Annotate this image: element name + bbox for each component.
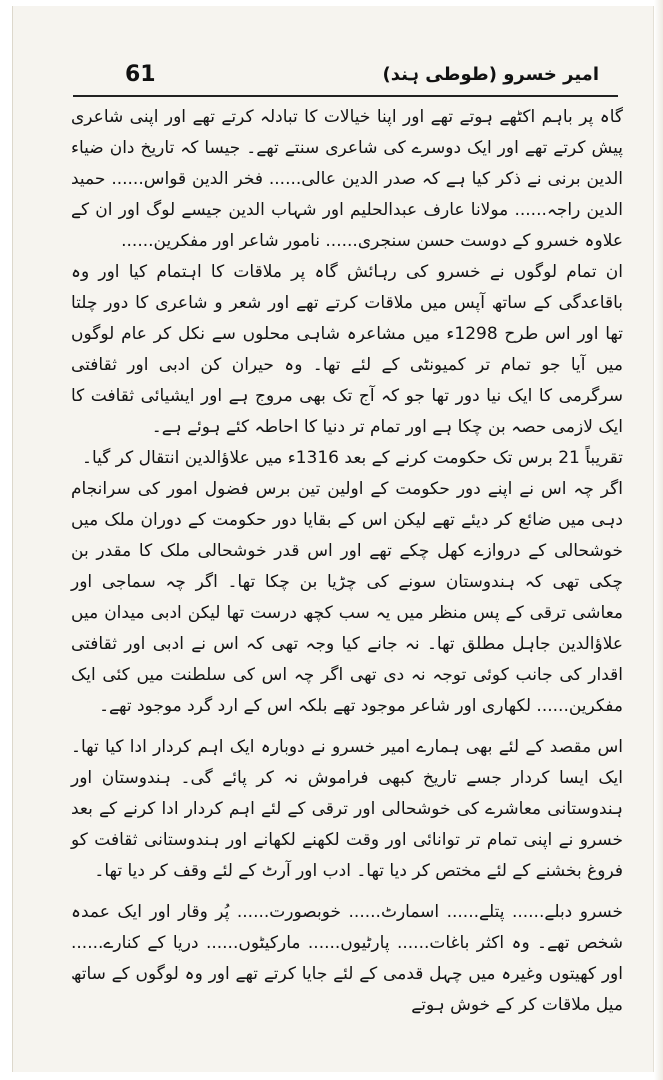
page-number: 61: [125, 62, 156, 87]
paragraph: ان تمام لوگوں نے خسرو کی رہائش گاہ پر ملاقات کا اہتمام کیا اور وہ باقاعدگی کے ساتھ آپس میں ملاقات کرتے تھے اور شعر و شاعری کا دور چلتا تھا اور اس طرح 1298ء میں مشاعرہ شاہی محلوں سے نکل کر عام لوگوں میں آیا جو تمام تر کمیونٹی کے لئے تھا۔ وہ حیران کن ادبی اور ثقافتی سرگرمی کا ایک نیا دور تھا جو کہ آج تک بھی مروج ہے اور ایشیائی ثقافت کا ایک لازمی حصہ بن چکا ہے اور تمام تر دنیا کا احاطہ کئے ہوئے ہے۔: [71, 262, 623, 437]
running-header-title: امیر خسرو (طوطی ہند): [382, 64, 599, 85]
paragraph: خسرو دبلے...... پتلے...... اسمارٹ...... خوبصورت...... پُر وقار اور ایک عمدہ شخص تھے۔ وہ اکثر باغات...... پارٹیوں...... مارکیٹوں...... دریا کے کنارے...... اور کھیتوں وغیرہ میں چہل قدمی کے لئے جایا کرتے تھے اور وہ لوگوں کے ساتھ میل ملاقات کر کے خوش ہوتے: [71, 902, 623, 1015]
paragraph: گاہ پر باہم اکٹھے ہوتے تھے اور اپنا خیالات کا تبادلہ کرتے تھے اور اپنی شاعری پیش کرتے تھے اور ایک دوسرے کی شاعری سنتے تھے۔ جیسا کہ تاریخ دان ضیاء الدین برنی نے ذکر کیا ہے کہ صدر الدین عالی...... فخر الدین قواس...... حمید الدین راجہ...... مولانا عارف عبدالحلیم اور شہاب الدین جیسے لوگ اور ان کے علاوہ خسرو کے دوست حسن سنجری...... نامور شاعر اور مفکرین......: [71, 107, 623, 251]
paragraph-gap: [71, 722, 623, 732]
page-body-text: [71, 102, 623, 1021]
book-page: [12, 6, 654, 1072]
paragraph: تقریباً 21 برس تک حکومت کرنے کے بعد 1316ء میں علاؤالدین انتقال کر گیا۔: [81, 448, 623, 468]
page-edge-shadow: [654, 0, 663, 1080]
paragraph: اس مقصد کے لئے بھی ہمارے امیر خسرو نے دوبارہ ایک اہم کردار ادا کیا تھا۔ ایک ایسا کردار جسے تاریخ کبھی فراموش نہ کر پائے گی۔ ہندوستان اور ہندوستانی معاشرے کی خوشحالی اور ترقی کے لئے اہم کردار ادا کرنے کے بعد خسرو نے اپنی تمام تر توانائی اور وقت لکھنے لکھانے اور ہندوستانی ثقافت کو فروغ بخشنے کے لئے مختص کر دیا تھا۔ ادب اور آرٹ کے لئے وقف کر دیا تھا۔: [71, 737, 623, 881]
header-divider: [73, 95, 618, 97]
paragraph: اگر چہ اس نے اپنے دور حکومت کے اولین تین برس فضول امور کی سرانجام دہی میں ضائع کر دیئے تھے لیکن اس کے بقایا دور حکومت کے دوران ملک میں خوشحالی کے دروازے کھل چکے تھے اور اس قدر خوشحالی ملک کا مقدر بن چکی تھی کہ ہندوستان سونے کی چڑیا بن چکا تھا۔ اگر چہ سماجی اور معاشی ترقی کے پس منظر میں یہ سب کچھ درست تھا لیکن ادبی میدان میں علاؤالدین جاہل مطلق تھا۔ نہ جانے کیا وجہ تھی کہ اس نے ادبی اور ثقافتی اقدار کی جانب کوئی توجہ نہ دی تھی اگر چہ اس کی سلطنت میں کئی ایک مفکرین...... لکھاری اور شاعر موجود تھے بلکہ اس کے ارد گرد موجود تھے۔: [71, 479, 623, 716]
paragraph-gap: [71, 887, 623, 897]
